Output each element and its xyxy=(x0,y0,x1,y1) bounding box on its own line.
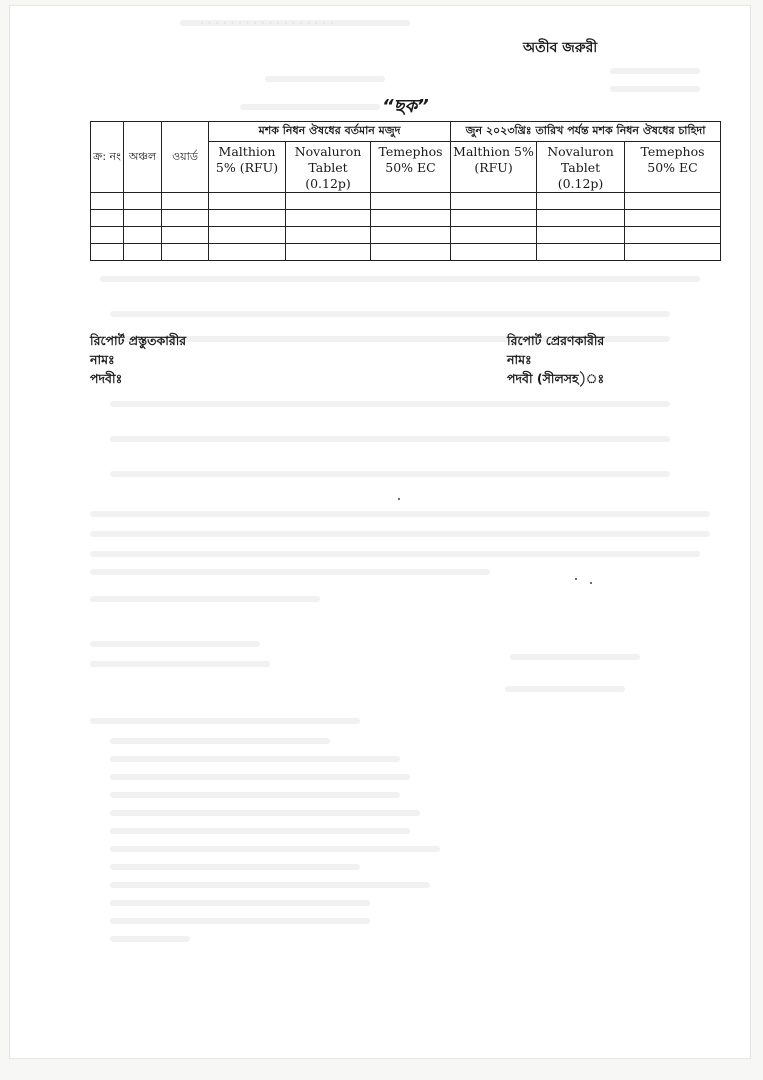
table-cell[interactable] xyxy=(371,244,451,261)
table-cell[interactable] xyxy=(625,210,721,227)
table-cell[interactable] xyxy=(625,244,721,261)
table-cell[interactable] xyxy=(91,193,124,210)
bleed-through-line xyxy=(110,864,360,870)
preparer-signature-block xyxy=(90,331,186,388)
table-cell[interactable] xyxy=(371,227,451,244)
ink-speck xyxy=(398,498,400,500)
table-cell[interactable] xyxy=(286,227,371,244)
table-cell[interactable] xyxy=(124,244,162,261)
bleed-through-line xyxy=(90,641,260,647)
table-cell[interactable] xyxy=(209,193,286,210)
table-cell[interactable] xyxy=(124,227,162,244)
table-cell[interactable] xyxy=(286,244,371,261)
table-cell[interactable] xyxy=(451,227,537,244)
bleed-through-line xyxy=(110,828,410,834)
table-cell[interactable] xyxy=(162,210,209,227)
bleed-through-line xyxy=(110,810,420,816)
bleed-through-line xyxy=(90,511,710,517)
bleed-through-line xyxy=(90,661,270,667)
table-cell[interactable] xyxy=(124,210,162,227)
table-cell[interactable] xyxy=(209,227,286,244)
table-cell[interactable] xyxy=(371,193,451,210)
sender-title: রিপোর্ট প্রেরণকারীর xyxy=(507,333,605,348)
demand-temephos-header: Temephos 50% EC xyxy=(625,142,721,193)
table-cell[interactable] xyxy=(91,210,124,227)
bleed-through-line xyxy=(265,76,385,82)
bleed-through-line xyxy=(90,569,490,575)
bleed-through-line xyxy=(110,738,330,744)
bleed-through-line xyxy=(110,900,370,906)
current-stock-group-header: মশক নিধন ঔষধের বর্তমান মজুদ xyxy=(209,122,451,142)
table-cell[interactable] xyxy=(625,193,721,210)
bleed-through-line xyxy=(110,774,410,780)
table-cell[interactable] xyxy=(162,244,209,261)
table-cell[interactable] xyxy=(209,244,286,261)
ward-column-header: ওয়ার্ড xyxy=(162,122,209,193)
mosquito-insecticide-table xyxy=(90,121,721,261)
table-cell[interactable] xyxy=(286,210,371,227)
bleed-through-line xyxy=(505,686,625,692)
bleed-through-line xyxy=(110,918,370,924)
preparer-name-label: নামঃ xyxy=(90,352,115,367)
bleed-through-line xyxy=(90,551,700,557)
bleed-through-line xyxy=(100,276,700,282)
table-cell[interactable] xyxy=(451,210,537,227)
stock-malthion-header: Malthion 5% (RFU) xyxy=(209,142,286,193)
bleed-through-line xyxy=(110,756,400,762)
demand-novaluron-header: Novaluron Tablet (0.12p) xyxy=(537,142,625,193)
sender-name-label: নামঃ xyxy=(507,352,532,367)
bleed-through-line xyxy=(90,596,320,602)
stock-temephos-header: Temephos 50% EC xyxy=(371,142,451,193)
table-cell[interactable] xyxy=(537,244,625,261)
table-row xyxy=(91,227,721,244)
bleed-through-header: · · · · · · · · · · · · · · · · · · xyxy=(200,16,334,30)
table-cell[interactable] xyxy=(91,227,124,244)
table-cell[interactable] xyxy=(451,193,537,210)
sender-designation-label: পদবী (সীলসহ)ঃ xyxy=(507,371,605,386)
form-title: “ছক” xyxy=(382,96,429,117)
table-cell[interactable] xyxy=(537,210,625,227)
urgent-label: অতীব জরুরী xyxy=(523,40,598,56)
bleed-through-line xyxy=(110,882,430,888)
bleed-through-line xyxy=(610,86,700,92)
bleed-through-line xyxy=(510,654,640,660)
table-cell[interactable] xyxy=(537,193,625,210)
table-cell[interactable] xyxy=(162,193,209,210)
sender-signature-block xyxy=(507,331,604,388)
table-cell[interactable] xyxy=(162,227,209,244)
bleed-through-line xyxy=(110,436,670,442)
table-row xyxy=(91,244,721,261)
serial-column-header: ক্র: নং xyxy=(91,122,124,193)
table-cell[interactable] xyxy=(625,227,721,244)
table-cell[interactable] xyxy=(537,227,625,244)
stock-novaluron-header: Novaluron Tablet (0.12p) xyxy=(286,142,371,193)
bleed-through-line xyxy=(110,936,190,942)
ink-speck xyxy=(590,582,592,584)
bleed-through-line xyxy=(110,471,670,477)
bleed-through-line xyxy=(90,531,710,537)
document-page xyxy=(10,6,750,1058)
table-cell[interactable] xyxy=(91,244,124,261)
bleed-through-line xyxy=(90,718,360,724)
demand-group-header: জুন ২০২৩খ্রিঃ তারিখ পর্যন্ত মশক নিধন ঔষধের চাহিদা xyxy=(451,122,721,142)
preparer-designation-label: পদবীঃ xyxy=(90,371,123,386)
table-cell[interactable] xyxy=(451,244,537,261)
bleed-through-line xyxy=(110,792,400,798)
table-row xyxy=(91,210,721,227)
table-cell[interactable] xyxy=(209,210,286,227)
table-row xyxy=(91,193,721,210)
bleed-through-line xyxy=(610,68,700,74)
bleed-through-line xyxy=(110,311,670,317)
bleed-through-line xyxy=(110,846,440,852)
demand-malthion-header: Malthion 5% (RFU) xyxy=(451,142,537,193)
table-cell[interactable] xyxy=(371,210,451,227)
table-header-row xyxy=(91,122,721,142)
bleed-through-line xyxy=(110,401,670,407)
bleed-through-line xyxy=(180,20,410,26)
ink-speck xyxy=(575,578,577,580)
table-cell[interactable] xyxy=(124,193,162,210)
bleed-through-line xyxy=(240,104,380,110)
zone-column-header: অঞ্চল xyxy=(124,122,162,193)
preparer-title: রিপোর্ট প্রস্তুতকারীর xyxy=(90,333,187,348)
table-cell[interactable] xyxy=(286,193,371,210)
